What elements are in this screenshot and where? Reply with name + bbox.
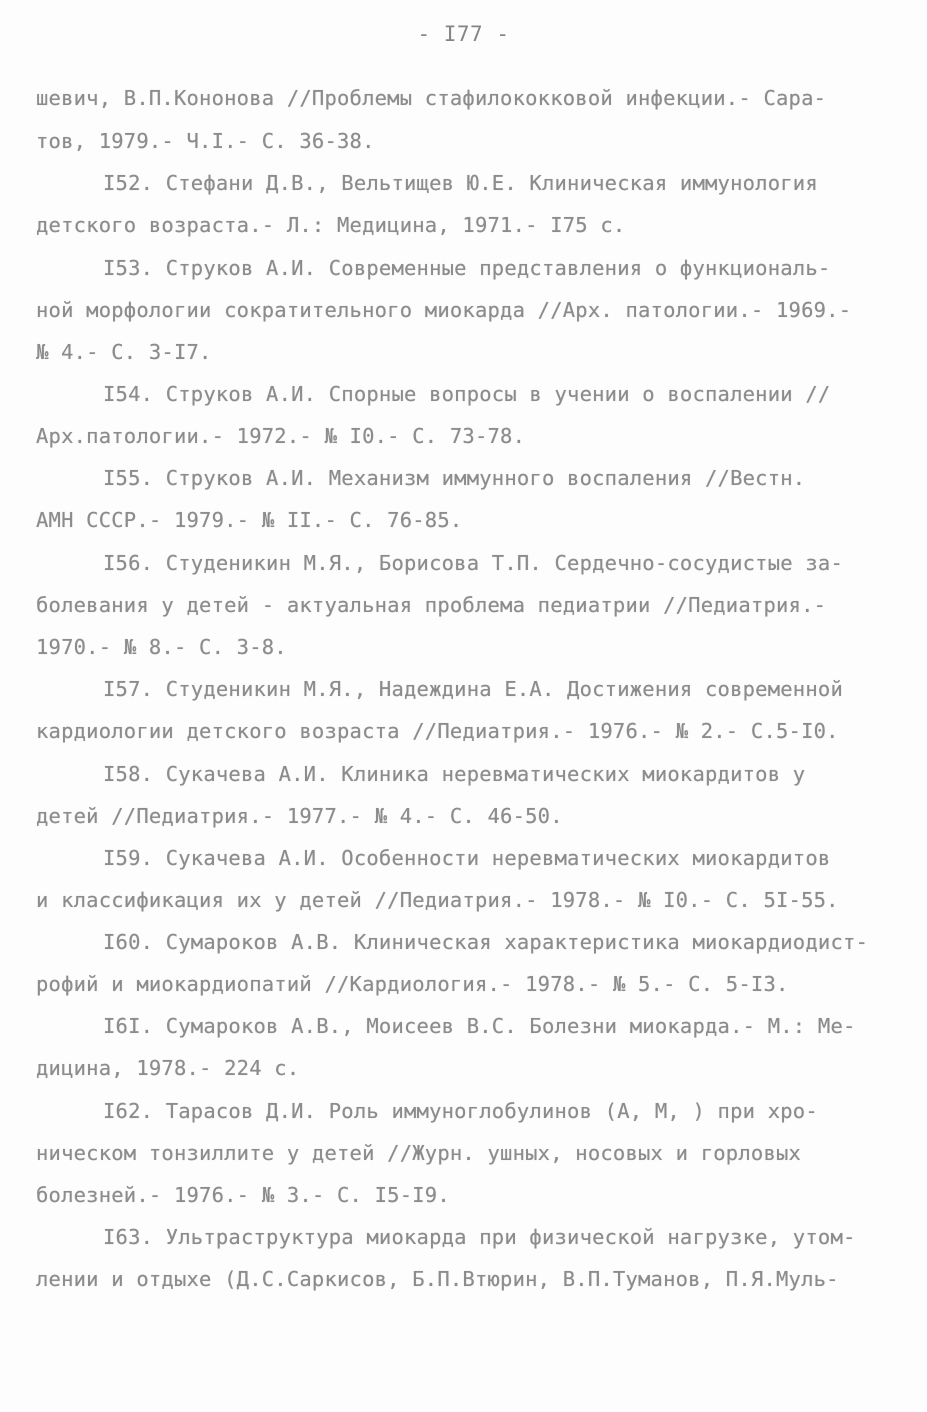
page-number: - I77 - xyxy=(417,22,510,46)
reference-153: I53. Струков А.И. Современные представления о функциональ- xyxy=(103,256,831,280)
reference-155: I55. Струков А.И. Механизм иммунного воспаления //Вестн. xyxy=(103,466,806,490)
text-line: АМН СССР.- 1979.- № II.- С. 76-85. xyxy=(36,508,463,532)
text-line: лении и отдыхе (Д.С.Саркисов, Б.П.Втюрин, В.П.Туманов, П.Я.Муль- xyxy=(36,1267,839,1291)
reference-163: I63. Ультраструктура миокарда при физической нагрузке, утом- xyxy=(103,1225,856,1249)
text-line: ническом тонзиллите у детей //Журн. ушных, носовых и горловых xyxy=(36,1141,802,1165)
text-line: детского возраста.- Л.: Медицина, 1971.- I75 с. xyxy=(36,213,626,237)
reference-152: I52. Стефани Д.В., Вельтищев Ю.Е. Клиническая иммунология xyxy=(103,171,818,195)
reference-154: I54. Струков А.И. Спорные вопросы в учении о воспалении // xyxy=(103,382,831,406)
text-line: болевания у детей - актуальная проблема педиатрии //Педиатрия.- xyxy=(36,593,827,617)
reference-159: I59. Сукачева А.И. Особенности неревматических миокардитов xyxy=(103,846,831,870)
text-line: шевич, В.П.Кононова //Проблемы стафилококковой инфекции.- Сара- xyxy=(36,86,827,110)
text-line: Арх.патологии.- 1972.- № I0.- С. 73-78. xyxy=(36,424,526,448)
reference-157: I57. Студеникин М.Я., Надеждина Е.А. Достижения современной xyxy=(103,677,843,701)
text-line: кардиологии детского возраста //Педиатрия.- 1976.- № 2.- С.5-I0. xyxy=(36,719,839,743)
text-line: № 4.- С. 3-I7. xyxy=(36,340,212,364)
text-line: болезней.- 1976.- № 3.- С. I5-I9. xyxy=(36,1183,450,1207)
reference-156: I56. Студеникин М.Я., Борисова Т.П. Сердечно-сосудистые за- xyxy=(103,551,843,575)
text-line: 1970.- № 8.- С. 3-8. xyxy=(36,635,287,659)
text-line: дицина, 1978.- 224 с. xyxy=(36,1056,300,1080)
text-line: ной морфологии сократительного миокарда //Арх. патологии.- 1969.- xyxy=(36,298,852,322)
text-line: детей //Педиатрия.- 1977.- № 4.- С. 46-50. xyxy=(36,804,563,828)
text-line: рофий и миокардиопатий //Кардиология.- 1978.- № 5.- С. 5-I3. xyxy=(36,972,789,996)
reference-162: I62. Тарасов Д.И. Роль иммуноглобулинов (А, М, ) при хро- xyxy=(103,1099,818,1123)
reference-158: I58. Сукачева А.И. Клиника неревматических миокардитов у xyxy=(103,762,806,786)
reference-161: I6I. Сумароков А.В., Моисеев В.С. Болезни миокарда.- М.: Ме- xyxy=(103,1014,856,1038)
text-line: и классификация их у детей //Педиатрия.- 1978.- № I0.- С. 5I-55. xyxy=(36,888,839,912)
text-line: тов, 1979.- Ч.I.- С. 36-38. xyxy=(36,129,375,153)
reference-160: I60. Сумароков А.В. Клиническая характеристика миокардиодист- xyxy=(103,930,869,954)
